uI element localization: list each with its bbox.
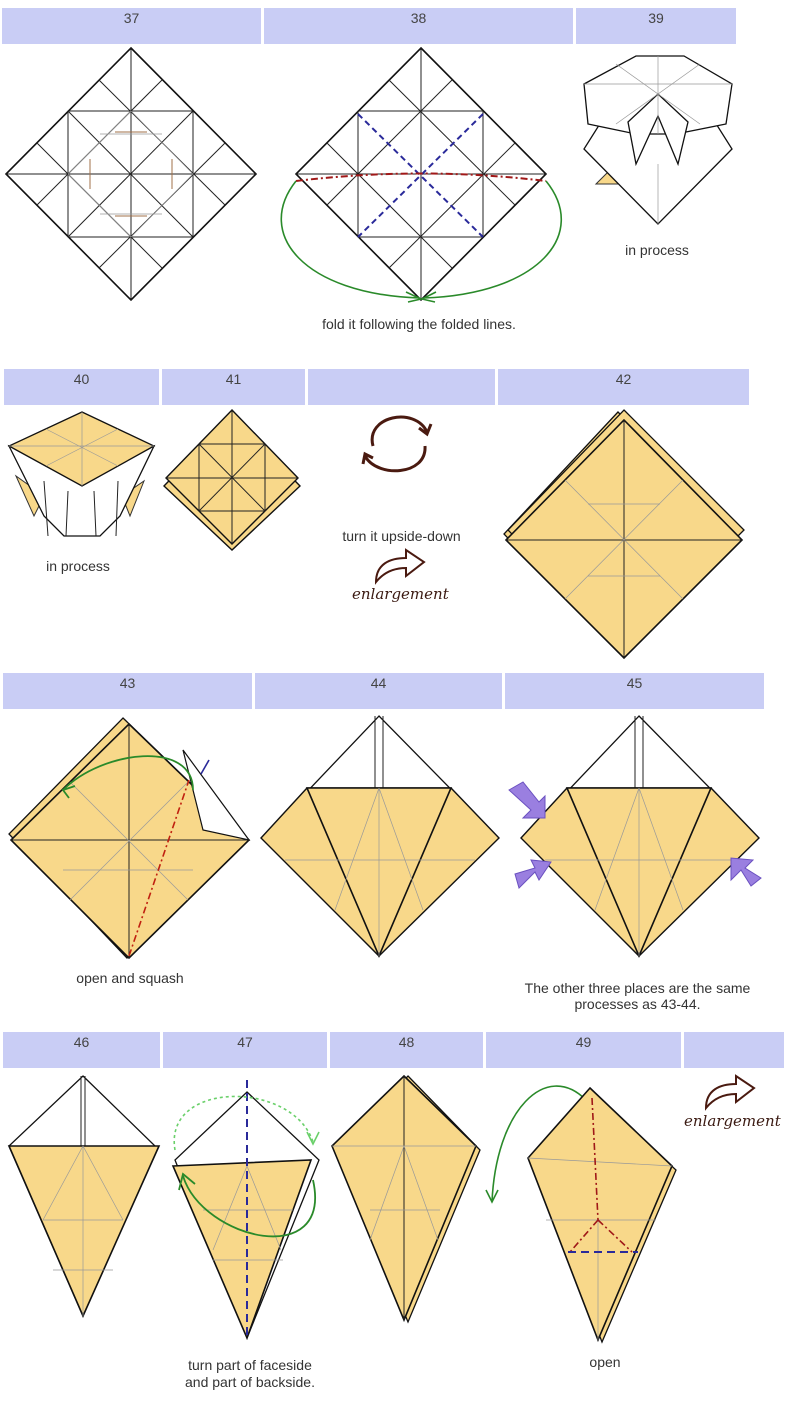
step-number: 43 [119,675,136,691]
step-header-49 [486,1032,681,1068]
step-number: 46 [73,1034,90,1050]
step-header-45 [505,673,764,709]
step-header-39 [576,8,736,44]
step-38-diagram [264,44,574,306]
step-header-42 [498,369,749,405]
step-header-47 [163,1032,327,1068]
step-header-38 [264,8,573,44]
step-45-caption-line2: processes as 43-44. [574,996,701,1012]
step-48-diagram [330,1070,483,1324]
step-header-blank [308,369,495,405]
step-41-diagram [162,406,306,552]
turn-over-icon [355,406,437,478]
step-39-caption: in process [625,242,689,258]
push-arrow-icon [515,860,551,888]
step-number: 45 [626,675,643,691]
step-number: 44 [370,675,387,691]
step-header-41 [162,369,305,405]
step-47-caption-line1: turn part of faceside [188,1357,312,1373]
step-45-diagram [505,710,765,960]
step-number: 37 [123,10,140,26]
step-number: 47 [237,1034,253,1050]
step-number: 38 [410,10,427,26]
step-46-diagram [3,1070,161,1320]
enlargement-arrow-icon [700,1070,760,1110]
step-header-43 [3,673,252,709]
step-38-caption: fold it following the folded lines. [322,316,516,332]
enlargement-label: enlargement [352,585,449,603]
enlargement-label: enlargement [684,1112,781,1130]
step-header-37 [2,8,261,44]
step-39-diagram [576,44,738,234]
step-number: 48 [398,1034,415,1050]
step-header-46 [3,1032,160,1068]
step-header-48 [330,1032,483,1068]
step-header-44 [255,673,502,709]
step-47-diagram [163,1070,328,1340]
step-43-diagram [3,710,253,960]
valley-fold-line [201,760,209,774]
enlargement-arrow-icon [370,544,430,584]
step-47-caption-line2: and part of backside. [185,1374,315,1390]
push-arrow-icon [731,858,761,886]
step-header-40 [4,369,159,405]
step-number: 39 [648,10,664,26]
step-49-diagram [486,1070,682,1344]
step-40-caption: in process [46,558,110,574]
step-43-caption: open and squash [76,970,184,986]
step-number: 41 [225,371,242,387]
step-45-caption-line1: The other three places are the same [524,980,751,996]
step-42-diagram [498,406,750,652]
step-40-diagram [4,406,160,546]
step-number: 49 [575,1034,592,1050]
turn-caption: turn it upside-down [342,528,461,544]
push-arrow-icon [509,782,545,818]
step-number: 42 [615,371,632,387]
step-header-blank-2 [684,1032,784,1068]
step-49-caption: open [589,1354,621,1370]
step-44-diagram [255,710,503,960]
step-number: 40 [73,371,90,387]
step-37-diagram [0,44,262,306]
